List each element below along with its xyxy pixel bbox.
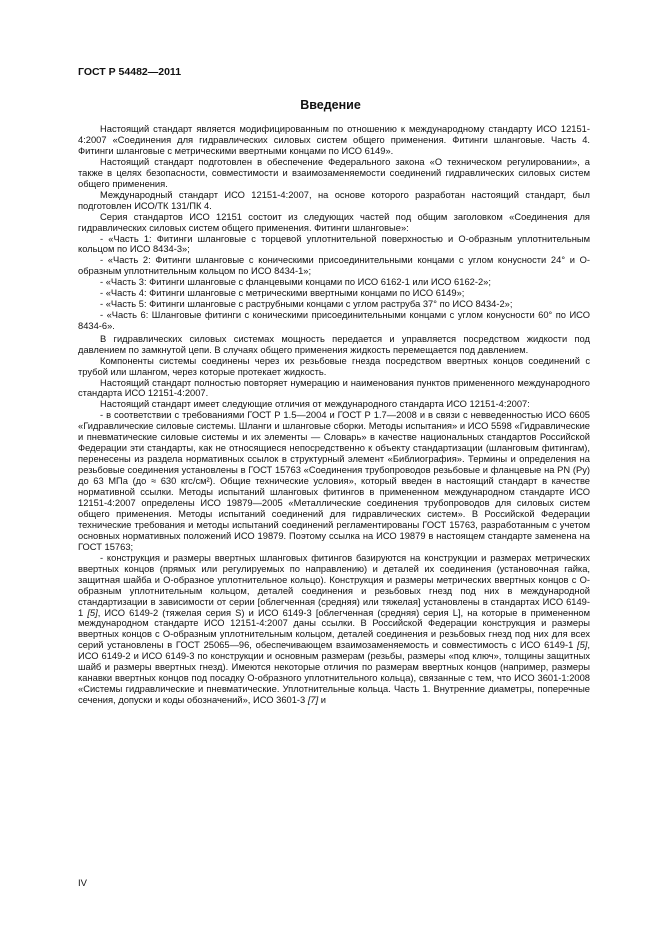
- paragraph-text: и: [318, 695, 327, 706]
- page-number: IV: [78, 878, 87, 889]
- bibliography-reference: [7]: [307, 695, 319, 706]
- list-item: - «Часть 1: Фитинги шланговые с торцевой уплотнительной поверхностью и О-образным уплотнительным кольцом по ИСО 8434-3»;: [78, 233, 590, 255]
- paragraph: В гидравлических силовых системах мощность передается и управляется посредством жидкости под давлением по замкнутой цепи. В случаях общего применения жидкость перемещается под давлением.: [78, 333, 590, 355]
- paragraph: Международный стандарт ИСО 12151-4:2007, на основе которого разработан настоящий стандарт, был подготовлен ИСО/ТК 131/ПК 4.: [78, 189, 590, 211]
- paragraph-text: - конструкция и размеры ввертных шланговых фитингов базируются на конструкции и размерах метрических ввертных концов (прямых или регулируемых по направлению) и деталей их соединения (установочная гайка, защитная шайба и О-образное уплотнительное кольцо). Конструкция и размеры метрических ввертных концов с О-образным уплотнительным кольцом, деталей соединения и резьбовых гнезд под них в международной стандартизации в зависимости от серии [облегченная (средняя) или тяжелая] установлены в стандартах ИСО 6149-1: [78, 552, 590, 618]
- list-item: - «Часть 4: Фитинги шланговые с метрическими ввертными концами по ИСО 6149»;: [100, 288, 465, 299]
- paragraph-text: , ИСО 6149-2 и ИСО 6149-3 по конструкции и основным размерам (резьбы, размеры «под ключ», толщины защитных шайб и размеры ввертных гнезд). Имеются некоторые отличия по размерам ввертных концов (например, размеры канавки ввертных концов под посадку О-образного уплотнительного кольца), связанные с тем, что ИСО 3601-1:2008 «Системы гидравлические и пневматические. Уплотнительные кольца. Часть 1. Внутренние диаметры, поперечные сечения, допуски и коды обозначений», ИСО 3601-3: [78, 640, 590, 706]
- paragraph-text: , ИСО 6149-2 (тяжелая серия S) и ИСО 6149-3 [облегченная (средняя) серия L], на которые в примененном международном стандарте ИСО 12151-4:2007 даны ссылки. В Российской Федерации конструкция и размеры ввертных концов с О-образным уплотнительным кольцом, деталей соединения и резьбовых гнезд под них для всех серий установлены в ГОСТ 25065—96, обеспечивающем взаимозаменяемость и совместимость с ИСО 6149-1: [78, 607, 591, 651]
- body-text: [78, 124, 590, 706]
- paragraph: Настоящий стандарт является модифицированным по отношению к международному стандарту ИСО 12151-4:2007 «Соединения для гидравлических силовых систем общего применения. Фитинги шланговые. Часть 4. Фитинги шланговые с метрическими ввертными концами по ИСО 6149».: [78, 124, 590, 156]
- paragraph: Настоящий стандарт полностью повторяет нумерацию и наименования пунктов примененного международного стандарта ИСО 12151-4:2007.: [78, 377, 590, 399]
- paragraph: Компоненты системы соединены через их резьбовые гнезда посредством ввертных концов соединений с трубой или шлангом, через которые протекает жидкость.: [78, 355, 590, 377]
- list-item: [78, 553, 590, 706]
- bibliography-reference: [5]: [87, 607, 98, 618]
- paragraph: Настоящий стандарт подготовлен в обеспечение Федерального закона «О техническом регулировании», а также в целях безопасности, совместимости и взаимозаменяемости соединений гидравлических силовых систем общего применения.: [78, 156, 590, 189]
- list-item: - «Часть 2: Фитинги шланговые с коническими присоединительными концами с углом конусности 24° и О-образным уплотнительным кольцом по ИСО 8434-1»;: [78, 255, 590, 277]
- list-item: - «Часть 6: Шланговые фитинги с коническими присоединительными концами с углом конусности 60° по ИСО 8434-6».: [78, 310, 590, 332]
- standard-designation: ГОСТ Р 54482—2011: [78, 66, 182, 78]
- list-item: - в соответствии с требованиями ГОСТ Р 1.5—2004 и ГОСТ Р 1.7—2008 и в связи с невведенностью ИСО 6605 «Гидравлические силовые системы. Шланги и шланговые сборки. Методы испытания» и ИСО 5598 «Гидравлические и пневматические силовые системы и их элементы — Словарь» в качестве национальных стандартов Российской Федерации эти стандарты, как не относящиеся непосредственно к объекту стандартизации (шланговым фитингам), перенесены из раздела нормативных ссылок в структурный элемент «Библиография». Термины и определения на резьбовые соединения установлены в ГОСТ 15763 «Соединения трубопроводов резьбовые и фланцевые на PN (Ру) до 63 МПа (до ≈ 630 кгс/см²). Общие технические условия», который введен в настоящий стандарт в качестве нормативной ссылки. Методы испытаний шланговых фитингов в примененном международном стандарте ИСО 12151-4:2007 определены ИСО 19879—2005 «Металлические соединения трубопроводов для силовых систем общего применения. Методы испытаний соединений для гидравлических систем». В Российской Федерации технические требования и методы испытаний соединений регламентированы ГОСТ 15763, разработанным с учетом основных нормативных положений ИСО 19879. Поэтому ссылка на ИСО 19879 в настоящем стандарте заменена на ГОСТ 15763;: [78, 410, 590, 552]
- paragraph: Серия стандартов ИСО 12151 состоит из следующих частей под общим заголовком «Соединения для гидравлических силовых систем общего применения. Фитинги шланговые»:: [78, 211, 590, 233]
- list-item: - «Часть 3: Фитинги шланговые с фланцевыми концами по ИСО 6162-1 или ИСО 6162-2»;: [100, 277, 491, 288]
- list-item: - «Часть 5: Фитинги шланговые с раструбными концами с углом раструба 37° по ИСО 8434-2»;: [100, 299, 513, 310]
- section-title: Введение: [300, 98, 361, 112]
- bibliography-reference: [5]: [577, 640, 588, 651]
- paragraph: Настоящий стандарт имеет следующие отличия от международного стандарта ИСО 12151-4:2007:: [100, 399, 530, 410]
